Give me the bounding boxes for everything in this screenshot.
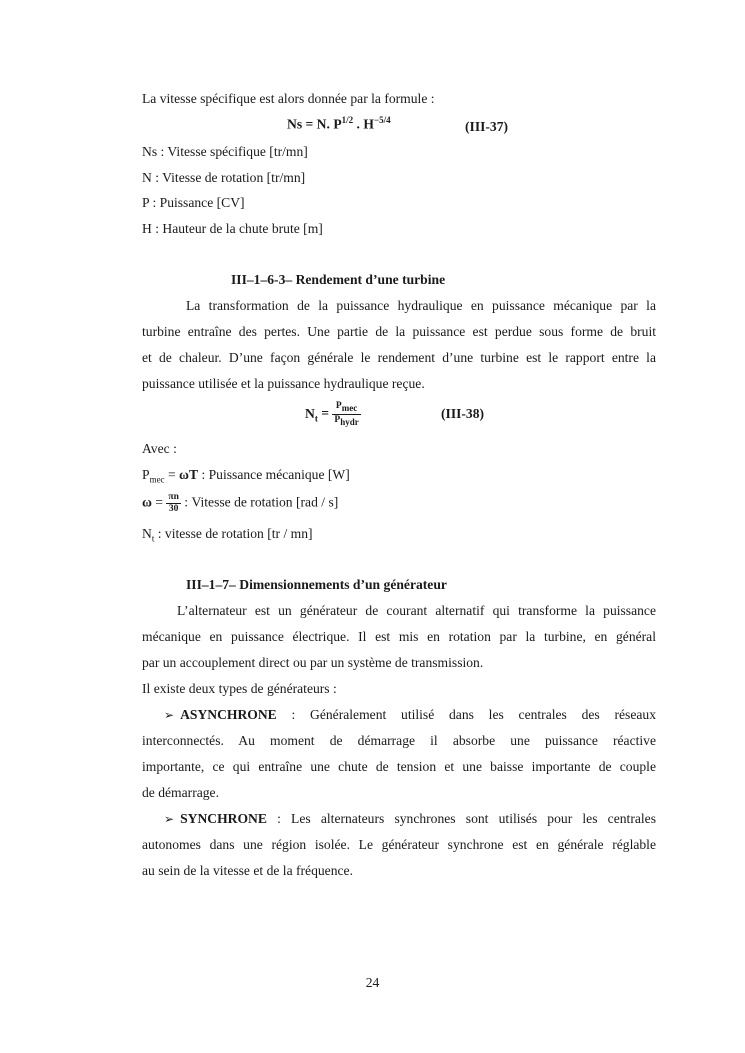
intro-text: La vitesse spécifique est alors donnée par la formule : [142,91,435,106]
def-ns: Ns : Vitesse spécifique [tr/mn] [142,144,308,159]
paragraph-line: interconnectés. Au moment de démarrage il absorbe une puissance réactive [142,733,656,748]
omega-fraction: $\frac{\pi n}{30}$ [168,492,179,514]
eq37-h-exponent: −5/4 [373,115,391,125]
page-number: 24 [365,975,380,990]
equation-iii-37 [287,115,391,133]
eq37-p-exponent: 1/2 [341,115,354,125]
paragraph-line: de démarrage. [142,785,219,800]
eq37-eqsign: = [305,116,314,132]
eq37-dot2: . [356,116,360,132]
def-p: P : Puissance [CV] [142,195,245,210]
equation-iii-38 [305,401,361,428]
bullet-synchrone: ➢ SYNCHRONE : Les alternateurs synchrones sont utilisés pour les centrales [164,811,656,826]
paragraph-line: au sein de la vitesse et de la fréquence. [142,863,353,878]
avec-label: Avec : [142,441,177,456]
paragraph-line: et de chaleur. D’une façon générale le rendement d’une turbine est le rapport entre la [142,350,656,365]
equation-label-iii-38: (III-38) [441,406,485,421]
def-nt: $N_t$ : vitesse de rotation [tr / mn] [142,526,313,544]
types-intro: Il existe deux types de générateurs : [142,681,337,696]
eq38-eqsign: = [321,405,329,421]
equation-label-iii-37: (III-37) [465,119,509,134]
paragraph-line: L’alternateur est un générateur de courant alternatif qui transforme la puissance [177,603,656,618]
paragraph-line: autonomes dans une région isolée. Le générateur synchrone est en générale réglable [142,837,656,852]
paragraph-line: par un accouplement direct ou par un système de transmission. [142,655,484,670]
def-omega: ω = $\frac{\pi n}{30}$ : Vitesse de rotation [rad / s] [142,492,339,514]
eq37-dot1: . [326,116,330,132]
def-pmec: $P_{mec} = \omega T$ : Puissance mécanique [W] [142,467,350,485]
def-n: N : Vitesse de rotation [tr/mn] [142,170,306,185]
paragraph-line: mécanique en puissance électrique. Il est mis en rotation par la turbine, en général [142,629,656,644]
eq37-p: P [333,116,342,132]
eq38-fraction [332,401,360,428]
eq37-n: N [316,116,327,132]
eq38-lhs: $N_t$ [305,405,318,424]
eq37-lhs: Ns [287,116,303,132]
bullet-arrow-icon: ➢ [164,708,175,722]
eq38-numerator: $P_{mec}$ [332,401,360,415]
def-h: H : Hauteur de la chute brute [m] [142,221,323,236]
paragraph-line: puissance utilisée et la puissance hydraulique reçue. [142,376,425,391]
section-heading-rendement: III–1–6-3– Rendement d’une turbine [231,272,446,287]
section-heading-generateur: III–1–7– Dimensionnements d’un générateur [186,577,447,592]
paragraph-line: importante, ce qui entraîne une chute de tension et une baisse importante de couple [142,759,656,774]
paragraph-line: La transformation de la puissance hydraulique en puissance mécanique par la [186,298,656,313]
eq37-h: H [363,116,374,132]
eq38-denominator: $P_{hydr}$ [334,414,359,427]
bullet-arrow-icon: ➢ [164,812,175,826]
paragraph-line: turbine entraîne des pertes. Une partie de la puissance est perdue sous forme de bruit [142,324,656,339]
bullet-asynchrone: ➢ ASYNCHRONE : Généralement utilisé dans les centrales des réseaux [164,707,656,722]
